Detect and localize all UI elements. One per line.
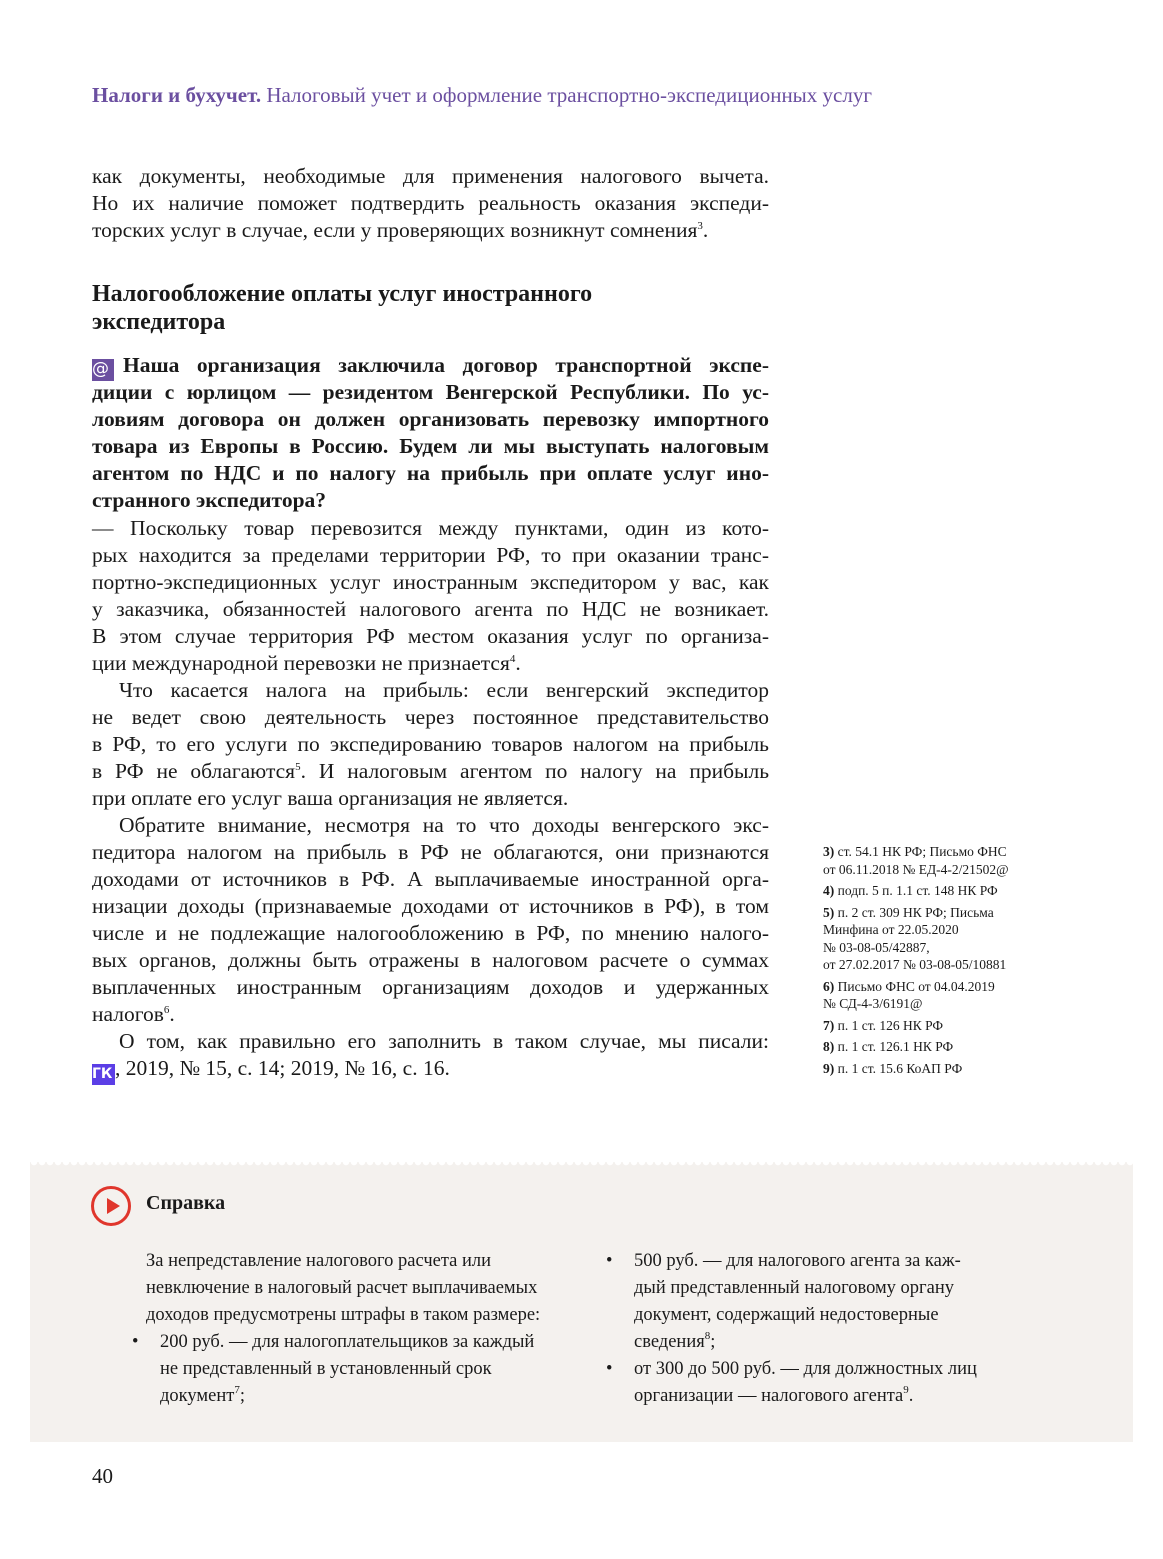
line-text: агентом по НДС и по налогу на прибыль при оплате услуг ино- xyxy=(92,461,769,485)
running-header xyxy=(92,83,872,108)
text-line xyxy=(92,379,769,406)
line-text: при оплате его услуг ваша организация не является. xyxy=(92,786,569,810)
text-line xyxy=(92,515,769,542)
text-line xyxy=(146,1248,540,1275)
text-line xyxy=(92,406,769,433)
footnote-number: 8) xyxy=(823,1039,835,1054)
question-block xyxy=(92,352,769,514)
footnote-ref: 5 xyxy=(295,761,301,773)
line-text-tail: ; xyxy=(710,1332,716,1352)
line-text: За непредставление налогового расчета или xyxy=(146,1251,492,1271)
footnote-text: № 03-08-05/42887, xyxy=(823,939,930,955)
line-text: портно-экспедиционных услуг иностранным экспедитором у вас, как xyxy=(92,570,769,594)
line-text: В этом случае территория РФ местом оказания услуг по организа- xyxy=(92,624,769,648)
reference-box xyxy=(30,1162,1133,1442)
footnote-text: № СД-4-3/6191@ xyxy=(823,996,923,1011)
line-text: у заказчика, обязанностей налогового агента по НДС не возникает. xyxy=(92,597,769,621)
line-text: , 2019, № 15, с. 14; 2019, № 16, с. 16. xyxy=(115,1056,450,1080)
footnote-text: Письмо ФНС от 04.04.2019 xyxy=(837,978,995,994)
reference-left-column xyxy=(146,1248,540,1410)
footnote-item xyxy=(823,978,1063,1013)
text-line xyxy=(146,1383,540,1410)
text-line xyxy=(92,920,769,947)
line-text-tail: . xyxy=(908,1386,914,1406)
line-text-tail: . xyxy=(515,651,521,675)
text-line xyxy=(92,433,769,460)
footnote-number: 3) xyxy=(823,844,835,859)
header-title: Налоговый учет и оформление транспортно-экспедиционных услуг xyxy=(266,83,872,107)
text-line xyxy=(92,487,769,514)
text-line xyxy=(92,893,769,920)
heading-line: Налогообложение оплаты услуг иностранного xyxy=(92,281,593,307)
footnote-text: Минфина от 22.05.2020 xyxy=(823,922,959,937)
line-text: вых органов, должны быть отражены в налоговом расчете о суммах xyxy=(92,948,769,972)
text-line xyxy=(92,839,769,866)
line-text-tail: . xyxy=(169,1002,175,1026)
text-line xyxy=(92,569,769,596)
play-icon xyxy=(91,1186,131,1226)
footnote-number: 6) xyxy=(823,978,835,994)
line-text: сведения xyxy=(634,1332,705,1352)
text-line xyxy=(92,1028,769,1055)
text-line xyxy=(92,947,769,974)
footnote-number: 5) xyxy=(823,904,835,920)
line-text: невключение в налоговый расчет выплачиваемых xyxy=(146,1278,538,1298)
footnote-item xyxy=(823,904,1063,974)
footnote-item xyxy=(823,882,1063,900)
line-text: странного экспедитора? xyxy=(92,488,327,512)
line-text: не представленный в установленный срок xyxy=(160,1359,492,1379)
text-line xyxy=(92,542,769,569)
line-text: О том, как правильно его заполнить в таком случае, мы писали: xyxy=(119,1029,769,1053)
text-line xyxy=(92,974,769,1001)
text-line xyxy=(620,1275,977,1302)
footnote-ref: 8 xyxy=(704,1330,711,1342)
footnote-text: п. 1 ст. 15.6 КоАП РФ xyxy=(837,1060,963,1076)
text-line xyxy=(92,217,769,244)
text-line xyxy=(92,460,769,487)
text-line xyxy=(92,1001,769,1028)
line-text: доходов предусмотрены штрафы в таком размере: xyxy=(146,1305,541,1325)
line-text: диции с юрлицом — резидентом Венгерской Республики. По ус- xyxy=(92,380,769,404)
text-line xyxy=(92,704,769,731)
line-text: не ведет свою деятельность через постоянное представительство xyxy=(92,705,769,729)
text-line xyxy=(92,352,769,379)
footnote-ref: 7 xyxy=(234,1384,240,1396)
answer-block xyxy=(92,515,769,1082)
line-text: от 300 до 500 руб. — для должностных лиц xyxy=(634,1359,977,1379)
text-line xyxy=(146,1329,540,1356)
footnote-number: 9) xyxy=(823,1060,835,1076)
line-text: налогов xyxy=(92,1002,164,1026)
line-text: дый представленный налоговому органу xyxy=(634,1278,954,1298)
footnote-text: п. 1 ст. 126.1 НК РФ xyxy=(837,1039,954,1054)
footnote-number: 4) xyxy=(823,883,835,898)
footnote-text: п. 2 ст. 309 НК РФ; Письма xyxy=(837,904,994,920)
text-line xyxy=(92,623,769,650)
text-line xyxy=(92,596,769,623)
footnote-item xyxy=(823,1060,1063,1078)
footnote-text: от 27.02.2017 № 03-08-05/10881 xyxy=(823,957,1007,972)
line-text: 200 руб. — для налогоплательщиков за каждый xyxy=(160,1332,535,1352)
line-text-tail: . xyxy=(702,218,709,242)
line-text: Наша организация заключила договор транспортной экспе- xyxy=(123,353,769,377)
page-number: 40 xyxy=(92,1464,113,1488)
footnote-text: ст. 54.1 НК РФ; Письмо ФНС xyxy=(837,844,1007,859)
line-text: товара из Европы в Россию. Будем ли мы выступать налоговым xyxy=(92,434,769,458)
footnote-number: 7) xyxy=(823,1017,835,1033)
footnote-item xyxy=(823,1038,1063,1056)
line-text: документ xyxy=(160,1386,235,1406)
heading-line: экспедитора xyxy=(92,309,226,335)
line-text: числе и не подлежащие налогообложению в РФ, по мнению налого- xyxy=(92,921,769,945)
text-line xyxy=(92,677,769,704)
text-line xyxy=(620,1329,977,1356)
footnote-ref: 6 xyxy=(163,1004,170,1016)
section-heading xyxy=(92,280,769,336)
text-line xyxy=(620,1248,977,1275)
line-text: в РФ, то его услуги по экспедированию товаров налогом на прибыль xyxy=(92,732,769,756)
footnote-ref: 4 xyxy=(509,653,516,665)
line-text: доходами от источников в РФ. А выплачиваемые иностранной орга- xyxy=(92,867,769,891)
line-text: как документы, необходимые для применения налогового вычета. xyxy=(92,164,769,188)
text-line xyxy=(92,812,769,839)
line-text: организации — налогового агента xyxy=(634,1386,904,1406)
intro-paragraph xyxy=(92,163,769,244)
line-text-tail: . И налоговым агентом по налогу на прибыль xyxy=(300,759,769,783)
line-text: Что касается налога на прибыль: если венгерский экспедитор xyxy=(119,678,769,702)
text-line xyxy=(620,1356,977,1383)
reference-title: Справка xyxy=(146,1192,226,1214)
line-text: торских услуг в случае, если у проверяющих возникнут сомнения xyxy=(92,218,698,242)
line-text: ции международной перевозки не признается xyxy=(92,651,510,675)
glavkniga-badge-icon[interactable]: ГК xyxy=(92,1064,115,1085)
line-text: — Поскольку товар перевозится между пунктами, один из кото- xyxy=(92,516,769,540)
line-text: Обратите внимание, несмотря на то что доходы венгерского экс- xyxy=(119,813,769,837)
footnote-text: п. 1 ст. 126 НК РФ xyxy=(837,1017,944,1033)
text-line xyxy=(92,163,769,190)
reference-right-column xyxy=(620,1248,977,1410)
footnote-text: от 06.11.2018 № ЕД-4-2/21502@ xyxy=(823,861,1009,877)
text-line xyxy=(92,650,769,677)
line-text: Но их наличие поможет подтвердить реальность оказания экспеди- xyxy=(92,191,769,215)
text-line xyxy=(92,1055,769,1082)
line-text: ловиям договора он должен организовать перевозку импортного xyxy=(92,407,769,431)
text-line xyxy=(146,1275,540,1302)
text-line xyxy=(92,731,769,758)
text-line xyxy=(92,866,769,893)
text-line xyxy=(620,1383,977,1410)
text-line xyxy=(92,190,769,217)
line-text: рых находится за пределами территории РФ, то при оказании транс- xyxy=(92,543,769,567)
footnotes xyxy=(823,843,1063,1081)
line-text: выплаченных иностранным организациям доходов и удержанных xyxy=(92,975,769,999)
footnote-ref: 3 xyxy=(697,220,703,232)
footnote-text: подп. 5 п. 1.1 ст. 148 НК РФ xyxy=(837,883,998,898)
header-section: Налоги и бухучет. xyxy=(92,83,262,107)
text-line xyxy=(620,1302,977,1329)
question-at-icon: @ xyxy=(92,359,114,381)
text-line xyxy=(92,785,769,812)
footnote-item xyxy=(823,1017,1063,1035)
line-text: документ, содержащий недостоверные xyxy=(634,1305,939,1325)
line-text: в РФ не облагаются xyxy=(92,759,296,783)
line-text: 500 руб. — для налогового агента за каж- xyxy=(634,1251,961,1271)
footnote-ref: 9 xyxy=(903,1384,909,1396)
text-line xyxy=(146,1302,540,1329)
line-text: педитора налогом на прибыль в РФ не облагаются, они признаются xyxy=(92,840,769,864)
text-line xyxy=(92,758,769,785)
line-text: низации доходы (признаваемые доходами от источников в РФ), в том xyxy=(92,894,769,918)
text-line xyxy=(146,1356,540,1383)
line-text-tail: ; xyxy=(239,1386,245,1406)
footnote-item xyxy=(823,843,1063,878)
